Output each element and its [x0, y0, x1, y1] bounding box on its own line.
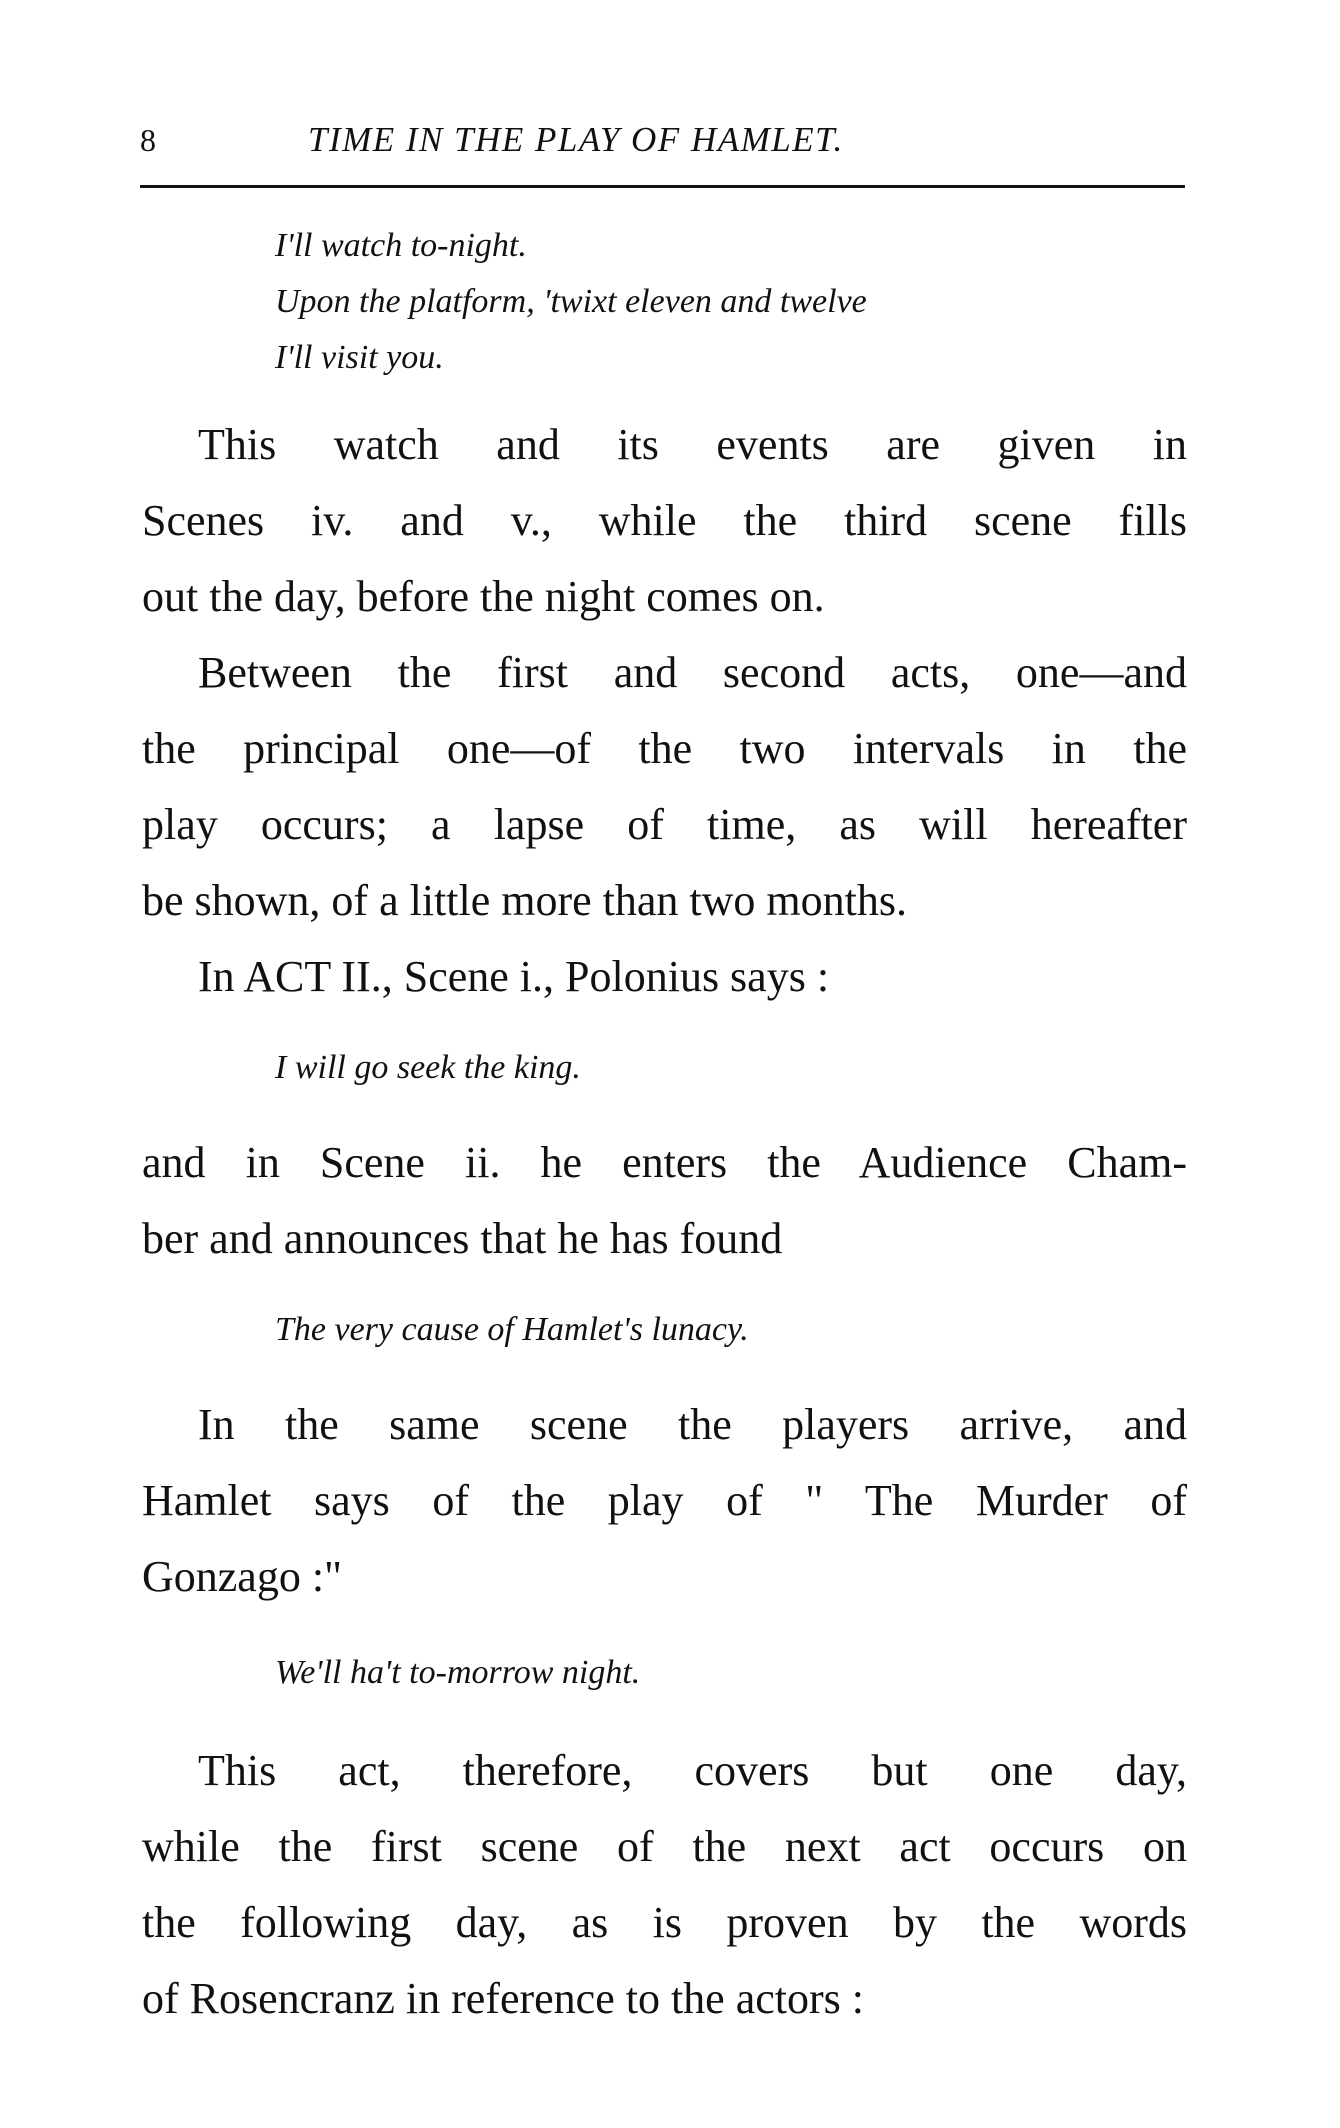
body-line: In the same scene the players arrive, and	[198, 1400, 1187, 1449]
body-line: the following day, as is proven by the words	[142, 1898, 1187, 1947]
body-line: ber and announces that he has found	[142, 1214, 783, 1263]
body-line: In ACT II., Scene i., Polonius says :	[198, 952, 830, 1001]
body-line: play occurs; a lapse of time, as will hereafter	[142, 800, 1187, 849]
quote-line: The very cause of Hamlet's lunacy.	[275, 1311, 749, 1348]
quote-line: I'll watch to-night.	[275, 227, 527, 264]
body-line: Gonzago :"	[142, 1552, 343, 1601]
header-rule	[140, 185, 1185, 188]
quote-line: I will go seek the king.	[275, 1049, 581, 1086]
body-line: be shown, of a little more than two months.	[142, 876, 907, 925]
body-line: Between the first and second acts, one—and	[198, 648, 1187, 697]
body-line: This act, therefore, covers but one day,	[198, 1746, 1187, 1795]
body-line: Hamlet says of the play of " The Murder of	[142, 1476, 1187, 1525]
body-line: and in Scene ii. he enters the Audience Cham-	[142, 1138, 1187, 1187]
page-number: 8	[140, 122, 156, 158]
page-header	[140, 118, 1185, 178]
running-title: TIME IN THE PLAY OF HAMLET.	[308, 120, 844, 159]
quote-line: I'll visit you.	[275, 339, 444, 376]
body-line: This watch and its events are given in	[198, 420, 1187, 469]
quote-line: Upon the platform, 'twixt eleven and twelve	[275, 283, 867, 320]
body-line: Scenes iv. and v., while the third scene fills	[142, 496, 1187, 545]
body-line: while the first scene of the next act occurs on	[142, 1822, 1187, 1871]
body-line: out the day, before the night comes on.	[142, 572, 825, 621]
quote-line: We'll ha't to-morrow night.	[275, 1654, 641, 1691]
body-line: the principal one—of the two intervals in the	[142, 724, 1187, 773]
body-line: of Rosencranz in reference to the actors :	[142, 1974, 864, 2023]
